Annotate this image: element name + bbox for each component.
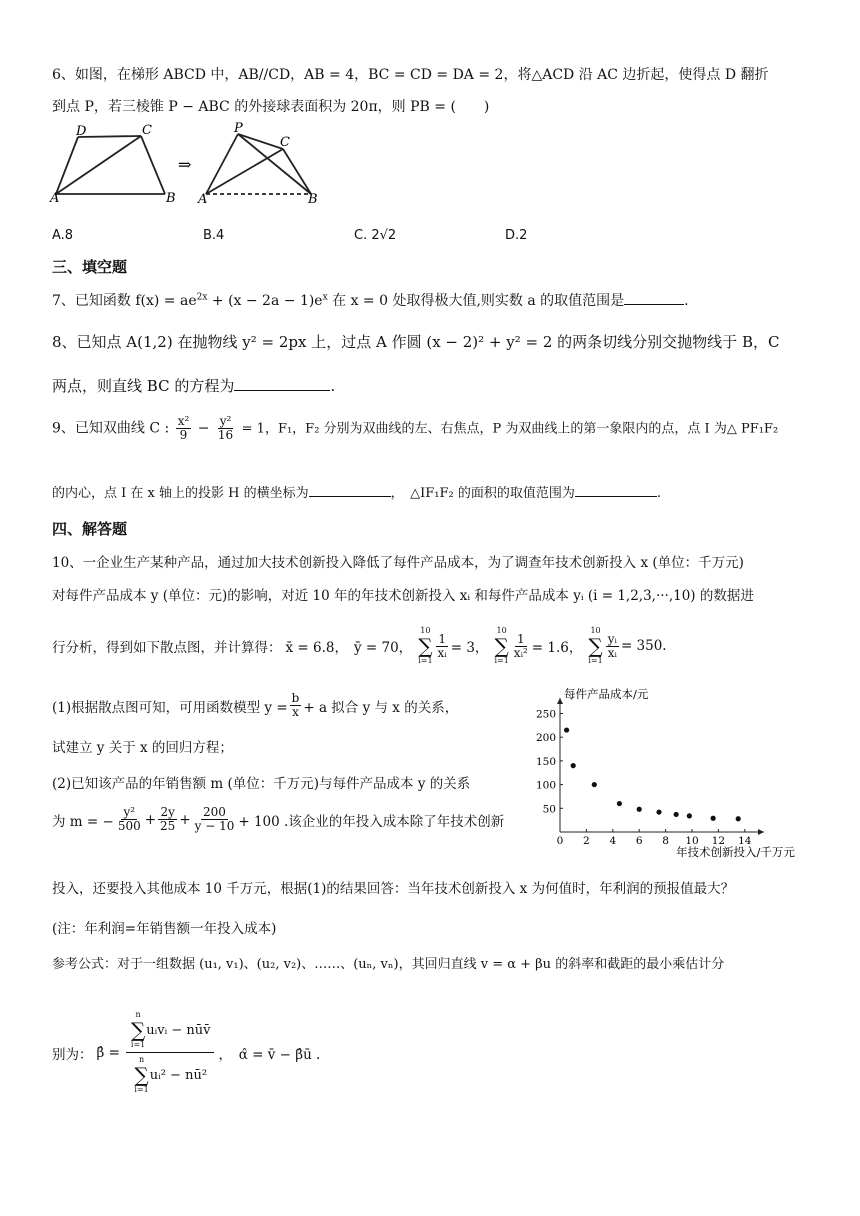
q10-p2-frac2-den: 25 bbox=[160, 819, 176, 833]
label-C-left: C bbox=[142, 123, 152, 138]
section-heading-solve: 四、解答题 bbox=[52, 520, 128, 538]
q7-sup: 2x bbox=[196, 292, 208, 303]
q7-text-c: 在 x = 0 处取得极大值,则实数 a 的取值范围是 bbox=[327, 293, 625, 309]
q10-ybar: ȳ = 70， bbox=[353, 640, 413, 656]
beta-num-up: n bbox=[135, 1010, 141, 1019]
q8-end: . bbox=[330, 377, 336, 395]
q8-line2 bbox=[52, 375, 335, 396]
data-point bbox=[617, 801, 622, 806]
label-B-right: B bbox=[308, 192, 318, 207]
q10-p2c: + 100 .该企业的年投入成本除了年技术创新 bbox=[238, 813, 505, 830]
sum2-upper: 10 bbox=[496, 626, 507, 635]
sum2-num: 1 bbox=[516, 631, 525, 646]
data-point bbox=[711, 816, 716, 821]
q10-p2-frac3-num: 200 bbox=[203, 805, 226, 819]
sum3-lower: i=1 bbox=[588, 656, 603, 665]
q8-line1: 8、已知点 A(1,2) 在抛物线 y² = 2px 上，过点 A 作圆 (x − 2)² + y² = 2 的两条切线分别交抛物线于 B，C bbox=[52, 333, 780, 351]
q10-note: (注：年利润=年销售额一年投入成本) bbox=[52, 921, 277, 937]
label-A-left: A bbox=[50, 191, 60, 206]
chart-points bbox=[564, 727, 741, 821]
data-point bbox=[687, 813, 692, 818]
beta-num-low: i=1 bbox=[130, 1040, 146, 1049]
scatter-chart bbox=[528, 686, 828, 866]
y-axis-arrow bbox=[557, 698, 563, 704]
y-tick-label: 50 bbox=[542, 803, 556, 816]
sum3-frac bbox=[606, 633, 619, 660]
alpha-hat: ， α̂ = v̄ − β̂ū . bbox=[218, 1046, 321, 1063]
q10-p2-frac1-den: 500 bbox=[117, 819, 141, 833]
q6-option-a: A.8 bbox=[52, 228, 74, 243]
beta-fraction bbox=[126, 1010, 215, 1095]
beta-num-body: uᵢvᵢ − nūv̄ bbox=[146, 1022, 211, 1038]
q6-option-c: C. 2√2 bbox=[354, 228, 397, 243]
beta-numerator bbox=[126, 1010, 215, 1053]
chart-axes bbox=[536, 687, 795, 859]
x-tick-label: 2 bbox=[583, 835, 590, 847]
q9-frac-x-num: x² bbox=[177, 414, 190, 428]
beta-num-sigma: n ∑ i=1 bbox=[130, 1010, 146, 1049]
data-point bbox=[674, 812, 679, 817]
beta-den-sigma: n ∑ i=1 bbox=[134, 1055, 149, 1094]
sum3-upper: 10 bbox=[590, 626, 601, 635]
q9-post: = 1，F₁，F₂ 分别为双曲线的左、右焦点，P 为双曲线上的第一象限内的点，点 I 为△ PF₁F₂ bbox=[241, 421, 779, 437]
y-tick-label: 250 bbox=[535, 708, 556, 721]
q9-minus: − bbox=[197, 420, 210, 437]
sum2-value: = 1.6， bbox=[531, 640, 583, 656]
x-tick-label: 8 bbox=[662, 835, 669, 847]
q10-p2-frac3 bbox=[193, 806, 237, 833]
tetrahedron-figure bbox=[206, 134, 311, 194]
q6-line2: 到点 P，若三棱锥 P − ABC 的外接球表面积为 20π，则 PB = ( ) bbox=[52, 99, 490, 115]
q10-reference: 参考公式：对于一组数据 (u₁, v₁)、(u₂, v₂)、……、(uₙ, vₙ)，其回归直线 v = α + βu 的斜率和截距的最小乘估计分 bbox=[52, 957, 725, 972]
q9-frac-x bbox=[176, 415, 192, 442]
q7-text-a: 7、已知函数 f(x) = ae bbox=[52, 293, 197, 309]
sum-sigma-1: 10 ∑ i=1 bbox=[418, 626, 433, 665]
sum1-frac bbox=[436, 633, 449, 660]
x-axis-arrow bbox=[758, 829, 764, 835]
sum3-den: xᵢ bbox=[607, 645, 617, 660]
q6-option-b: B.4 bbox=[203, 228, 225, 243]
label-D: D bbox=[76, 124, 87, 139]
q10-p2b: 为 m = − bbox=[52, 813, 114, 830]
sum1-lower: i=1 bbox=[418, 656, 433, 665]
y-tick-label: 100 bbox=[535, 779, 556, 792]
sum3-num: yᵢ bbox=[607, 631, 617, 646]
q10-part2-line2 bbox=[52, 806, 504, 833]
trapezoid-figure bbox=[56, 136, 165, 194]
label-A-right: A bbox=[198, 192, 208, 207]
formula-pre: 别为： bbox=[52, 1046, 93, 1063]
beta-den-body: uᵢ² − nū² bbox=[149, 1067, 208, 1083]
q9-frac-y-den: 16 bbox=[217, 428, 234, 442]
q10-p2-frac1-num: y² bbox=[123, 805, 136, 819]
x-tick-label: 4 bbox=[609, 835, 617, 847]
q9-line1 bbox=[52, 415, 778, 442]
q10-line1: 10、一企业生产某种产品，通过加大技术创新投入降低了每件产品成本，为了调查年技术创新投入 x (单位：千万元) bbox=[52, 555, 744, 571]
q10-p2-frac2 bbox=[158, 806, 177, 833]
q9-answer-blank-2[interactable] bbox=[575, 484, 657, 497]
q9-frac-y bbox=[216, 415, 235, 442]
sum2-den: xᵢ² bbox=[513, 645, 528, 660]
x-tick-label: 0 bbox=[556, 835, 564, 847]
sum2-lower: i=1 bbox=[494, 656, 509, 665]
x-tick-label: 14 bbox=[738, 835, 752, 847]
q10-part2-line1: (2)已知该产品的年销售额 m (单位：千万元)与每件产品成本 y 的关系 bbox=[52, 776, 471, 792]
data-point bbox=[736, 816, 741, 821]
y-tick-label: 150 bbox=[535, 755, 556, 768]
q10-p1-frac bbox=[290, 692, 302, 719]
q10-p2-frac3-den: y − 10 bbox=[194, 819, 235, 833]
q9-line2a: 的内心，点 I 在 x 轴上的投影 H 的横坐标为 bbox=[52, 486, 309, 501]
sum1-upper: 10 bbox=[420, 626, 431, 635]
q9-end: . bbox=[656, 486, 661, 501]
q9-line2b: ， △IF₁F₂ 的面积的取值范围为 bbox=[390, 486, 575, 501]
q8-answer-blank[interactable] bbox=[234, 378, 330, 391]
q10-p2-plus1: + bbox=[144, 811, 157, 828]
data-point bbox=[637, 807, 642, 812]
data-point bbox=[656, 809, 661, 814]
q10-p1-frac-den: x bbox=[292, 705, 299, 719]
q7-text-b: + (x − 2a − 1)e bbox=[207, 293, 323, 309]
q10-p2-plus2: + bbox=[179, 811, 191, 828]
beta-den-up: n bbox=[138, 1055, 145, 1064]
y-tick-label: 200 bbox=[535, 732, 556, 745]
q6-figure bbox=[48, 122, 338, 208]
beta-hat: β̂ = bbox=[96, 1044, 120, 1061]
sum1-den: xᵢ bbox=[437, 645, 447, 660]
q10-p1-frac-num: b bbox=[291, 691, 300, 705]
q10-line3 bbox=[52, 626, 667, 666]
x-tick-label: 10 bbox=[685, 835, 699, 847]
sum2-frac bbox=[512, 633, 530, 660]
x-tick-label: 6 bbox=[635, 835, 643, 847]
q10-p1a: (1)根据散点图可知，可用函数模型 y = bbox=[52, 699, 288, 716]
q9-pre: 9、已知双曲线 C : bbox=[52, 420, 170, 437]
q10-line2: 对每件产品成本 y (单位：元)的影响，对近 10 年的年技术创新投入 xᵢ 和每件产品成本 yᵢ (i = 1,2,3,···,10) 的数据进 bbox=[52, 588, 754, 604]
q6-option-d: D.2 bbox=[505, 228, 528, 243]
q7 bbox=[52, 290, 689, 310]
y-axis-label: 每件产品成本/元 bbox=[564, 687, 649, 701]
x-tick-label: 12 bbox=[711, 835, 726, 847]
q9-frac-x-den: 9 bbox=[179, 428, 188, 442]
beta-den-low: i=1 bbox=[134, 1085, 149, 1094]
q10-p2-frac2-num: 2y bbox=[160, 805, 175, 819]
q10-xbar: x̄ = 6.8， bbox=[285, 640, 348, 656]
q7-answer-blank[interactable] bbox=[624, 292, 684, 305]
data-point bbox=[592, 782, 597, 787]
sum-sigma-2: 10 ∑ i=1 bbox=[494, 626, 509, 665]
label-B-left: B bbox=[166, 191, 176, 206]
q10-part2-line3: 投入，还要投入其他成本 10 千万元，根据(1)的结果回答：当年技术创新投入 x 为何值时，年利润的预报值最大？ bbox=[52, 881, 735, 897]
data-point bbox=[571, 763, 576, 768]
q10-line3a: 行分析，得到如下散点图，并计算得： bbox=[52, 640, 282, 656]
q7-sup2: x bbox=[322, 292, 328, 303]
q10-p2-frac1 bbox=[116, 806, 143, 833]
sum1-num: 1 bbox=[438, 631, 446, 646]
q6-line1: 6、如图，在梯形 ABCD 中，AB//CD，AB = 4，BC = CD = DA = 2，将△ACD 沿 AC 边折起，使得点 D 翻折 bbox=[52, 67, 769, 83]
label-C-right: C bbox=[280, 135, 290, 150]
q8-line2-text: 两点，则直线 BC 的方程为 bbox=[52, 377, 235, 395]
q10-part1-line1 bbox=[52, 692, 458, 719]
q9-line2 bbox=[52, 482, 661, 501]
q9-frac-y-num: y² bbox=[219, 414, 232, 428]
q7-end: . bbox=[684, 293, 689, 309]
label-P: P bbox=[234, 122, 243, 136]
q9-answer-blank-1[interactable] bbox=[309, 484, 391, 497]
sum1-value: = 3， bbox=[450, 640, 489, 656]
q10-formula bbox=[52, 1010, 320, 1095]
sum3-value: = 350. bbox=[620, 638, 667, 654]
q10-part1-line2: 试建立 y 关于 x 的回归方程； bbox=[52, 740, 233, 756]
data-point bbox=[564, 727, 569, 732]
q10-p1b: + a 拟合 y 与 x 的关系， bbox=[303, 699, 459, 716]
beta-denominator bbox=[129, 1053, 211, 1095]
x-axis-label: 年技术创新投入/千万元 bbox=[676, 845, 795, 859]
section-heading-fill-in: 三、填空题 bbox=[52, 258, 128, 276]
sum-sigma-3: 10 ∑ i=1 bbox=[588, 626, 603, 665]
arrow-icon: ⇒ bbox=[178, 155, 192, 174]
